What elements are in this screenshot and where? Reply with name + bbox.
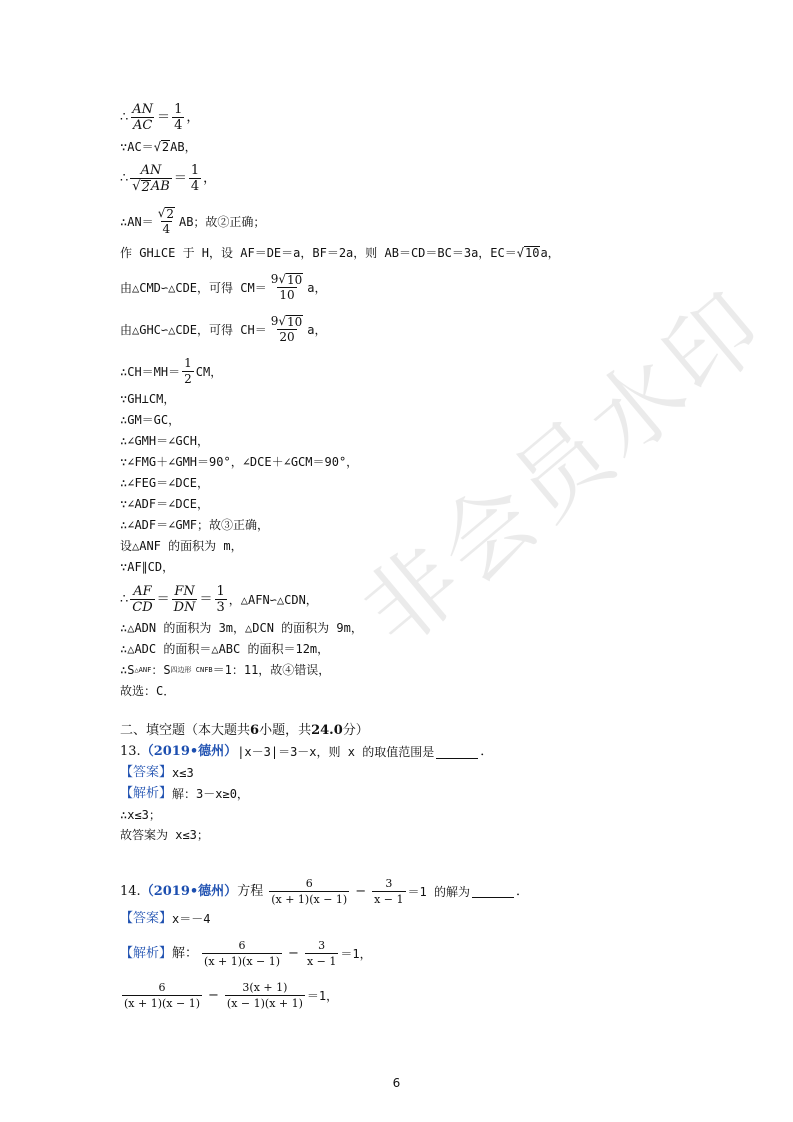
line-ch: 由△GHC∽△CDE，可得 CH＝ 9√ 10 20 a， — [120, 314, 327, 344]
question-source: （2019•德州） — [140, 744, 238, 759]
line-angle-feg: ∴∠FEG＝∠DCE， — [120, 476, 210, 490]
fraction-an-ac: $\frac{AN}{AC}$ — [132, 102, 154, 133]
answer-blank — [436, 746, 478, 759]
question-source: （2019•德州） — [140, 883, 238, 899]
line-ratio: ∴ $\frac{AF}{CD}$ ＝ $\frac{FN}{DN}$ ＝ $\frac{1}{3}$ ，△AFN∽△CDN， — [120, 584, 318, 615]
line-area-anf: 设△ANF 的面积为 m， — [120, 539, 243, 553]
line-ch-mh: ∴CH＝MH＝ $\frac{1}{2}$ CM， — [120, 356, 223, 386]
line-an-ac: ∴ $\frac{AN}{AC}$ ＝ $\frac{1}{4}$ ， — [120, 102, 200, 133]
line-ac-sqrt2-ab: ∵AC＝ √ 2 AB， — [120, 140, 197, 154]
line-gm-gc: ∴GM＝GC， — [120, 413, 181, 427]
line-choice: 故选：C． — [120, 684, 176, 698]
q13-analysis: 【解析】 解：3－x≥0， — [120, 786, 249, 801]
watermark: 非会员水印 — [342, 270, 788, 668]
fraction-an-sqrt2ab: AN √ 2 AB — [132, 163, 170, 195]
line-angle-adf-gmf: ∴∠ADF＝∠GMF；故③正确， — [120, 518, 270, 532]
line-angle-adf: ∵∠ADF＝∠DCE， — [120, 497, 210, 511]
q14-answer: 【答案】 x＝－4 — [120, 911, 211, 926]
question-14: 14. （2019•德州） 方程 $\frac{6}{(x + 1)(x - 1)}$ − $\frac{3}{x - 1}$ ＝1 的解为 ． — [120, 877, 529, 906]
question-13: 13. （2019•德州） |x－3|＝3－x，则 x 的取值范围是 ． — [120, 744, 494, 759]
q13-conclusion: 故答案为 x≤3； — [120, 828, 209, 842]
q14-step: $\frac{6}{(x + 1)(x - 1)}$ − $\frac{3(x + 1)}{(x - 1)(x + 1)}$ ＝1， — [124, 981, 339, 1010]
q13-answer: 【答案】 x≤3 — [120, 765, 194, 780]
therefore-symbol: ∴ — [120, 109, 129, 125]
fraction-one-quarter: $\frac{1}{4}$ — [174, 102, 183, 133]
line-cm: 由△CMD∽△CDE，可得 CM＝ 9√ 10 10 a， — [120, 272, 327, 302]
q13-step: ∴x≤3； — [120, 808, 161, 822]
line-an-sqrt2ab: ∴ AN √ 2 AB ＝ $\frac{1}{4}$ ， — [120, 163, 217, 195]
line-gh-perp-cm: ∵GH⊥CM， — [120, 392, 176, 406]
section-heading: 二、填空题（本大题共 6 小题，共 24.0 分） — [120, 723, 369, 738]
sqrt: √ 2 — [153, 140, 170, 154]
line-construct-gh: 作 GH⊥CE 于 H，设 AF＝DE＝a，BF＝2a，则 AB＝CD＝BC＝3a，EC＝ √ 10 a， — [120, 246, 560, 260]
line-af-parallel-cd: ∵AF∥CD， — [120, 560, 175, 574]
answer-blank — [472, 885, 514, 898]
q14-analysis: 【解析】 解： $\frac{6}{(x + 1)(x - 1)}$ − $\frac{3}{x - 1}$ ＝1， — [120, 939, 372, 968]
line-an-result: ∴AN＝ √ 2 4 AB；故②正确； — [120, 206, 266, 236]
page-number: 6 — [392, 1076, 401, 1090]
line-area-ratio: ∴S △ANF ：S 四边形 CNFB ＝1：11，故④错误， — [120, 663, 331, 677]
line-area-adn-dcn: ∴△ADN 的面积为 3m，△DCN 的面积为 9m， — [120, 621, 363, 635]
line-area-adc: ∴△ADC 的面积＝△ABC 的面积＝12m， — [120, 642, 330, 656]
line-angle-gmh: ∴∠GMH＝∠GCH， — [120, 434, 210, 448]
line-angle-sum: ∵∠FMG＋∠GMH＝90°，∠DCE＋∠GCM＝90°， — [120, 455, 359, 469]
